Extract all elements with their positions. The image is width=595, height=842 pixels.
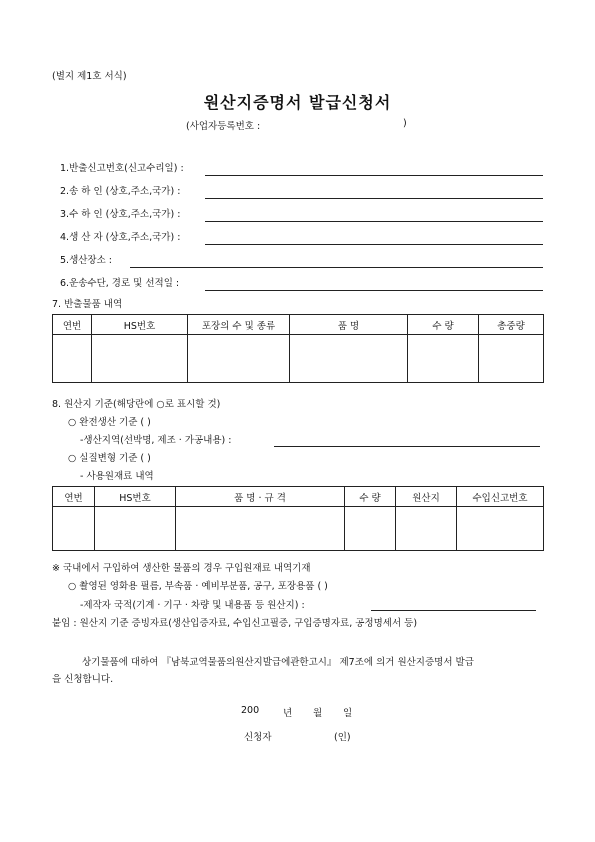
table-cell[interactable] (457, 507, 544, 551)
date-year: 200 (241, 705, 260, 716)
table-cell[interactable] (290, 335, 408, 383)
table-cell[interactable] (479, 335, 544, 383)
table-cell[interactable] (53, 335, 92, 383)
request-statement-line1: 상기물품에 대하여 『남북교역물품의원산지발급에관한고시』 제7조에 의거 원산지증명서 발급 (82, 657, 474, 668)
field-export-declaration-line[interactable] (205, 175, 543, 176)
export-goods-table (52, 314, 544, 383)
date-month-unit: 월 (313, 708, 323, 719)
field-production-site-line[interactable] (130, 267, 543, 268)
table-cell[interactable] (408, 335, 479, 383)
manufacturer-nationality-line[interactable] (371, 610, 536, 611)
col-serial: 연번 (53, 487, 95, 507)
field-consignee-label: 3.수 하 인 (상호,주소,국가) : (60, 209, 181, 220)
page-title: 원산지증명서 발급신청서 (203, 93, 392, 112)
manufacturer-nationality-label: -제작자 국적(기계 · 기구 · 차량 및 내용품 등 원산지) : (80, 600, 305, 611)
attachment-note: 붙임 : 원산지 기준 증빙자료(생산입증자료, 수입신고필증, 구입증명자료, 공정명세서 등) (52, 618, 418, 629)
col-gross-weight: 총중량 (479, 315, 544, 335)
table-cell[interactable] (396, 507, 457, 551)
raw-materials-table (52, 486, 544, 551)
wholly-obtained-criterion: ○ 완전생산 기준 ( ) (68, 417, 151, 428)
col-hs-code: HS번호 (95, 487, 176, 507)
form-number: (별지 제1호 서식) (52, 71, 127, 82)
table-cell[interactable] (188, 335, 290, 383)
col-item-name: 품 명 (290, 315, 408, 335)
applicant-seal: (인) (334, 732, 351, 743)
section7-title: 7. 반출물품 내역 (52, 299, 123, 310)
applicant-label: 신청자 (244, 732, 272, 743)
note-film-accessories: ○ 촬영된 영화용 필름, 부속품 · 예비부분품, 공구, 포장용품 ( ) (68, 581, 328, 592)
field-consignor-line[interactable] (205, 198, 543, 199)
table-cell[interactable] (176, 507, 345, 551)
col-import-declaration: 수입신고번호 (457, 487, 544, 507)
col-item-spec: 품 명 · 규 격 (176, 487, 345, 507)
col-serial: 연번 (53, 315, 92, 335)
production-area-line[interactable] (274, 446, 540, 447)
field-producer-label: 4.생 산 자 (상호,주소,국가) : (60, 232, 181, 243)
field-producer-line[interactable] (205, 244, 543, 245)
table-cell[interactable] (95, 507, 176, 551)
date-year-unit: 년 (283, 708, 293, 719)
section8-title: 8. 원산지 기준(해당란에 ○로 표시할 것) (52, 399, 221, 410)
field-export-declaration-label: 1.반출신고번호(신고수리일) : (60, 163, 184, 174)
field-consignor-label: 2.송 하 인 (상호,주소,국가) : (60, 186, 181, 197)
substantial-transformation-criterion: ○ 실질변형 기준 ( ) (68, 453, 151, 464)
table-cell[interactable] (92, 335, 188, 383)
col-packaging: 포장의 수 및 종류 (188, 315, 290, 335)
col-quantity: 수 량 (408, 315, 479, 335)
col-origin: 원산지 (396, 487, 457, 507)
raw-materials-label: - 사용원재료 내역 (80, 471, 154, 482)
col-quantity: 수 량 (345, 487, 396, 507)
field-production-site-label: 5.생산장소 : (60, 255, 112, 266)
date-day-unit: 일 (343, 708, 353, 719)
production-area-label: -생산지역(선박명, 제조 · 가공내용) : (80, 435, 232, 446)
col-hs-code: HS번호 (92, 315, 188, 335)
note-domestic-purchase: ※ 국내에서 구입하여 생산한 물품의 경우 구입원재료 내역기재 (52, 563, 311, 574)
field-transport-line[interactable] (205, 290, 543, 291)
table-cell[interactable] (345, 507, 396, 551)
field-transport-label: 6.운송수단, 경로 및 선적일 : (60, 278, 180, 289)
table-cell[interactable] (53, 507, 95, 551)
request-statement-line2: 을 신청합니다. (52, 674, 114, 685)
field-consignee-line[interactable] (205, 221, 543, 222)
registration-number-close: ) (403, 118, 407, 129)
registration-number-label: (사업자등록번호 : (186, 121, 261, 132)
